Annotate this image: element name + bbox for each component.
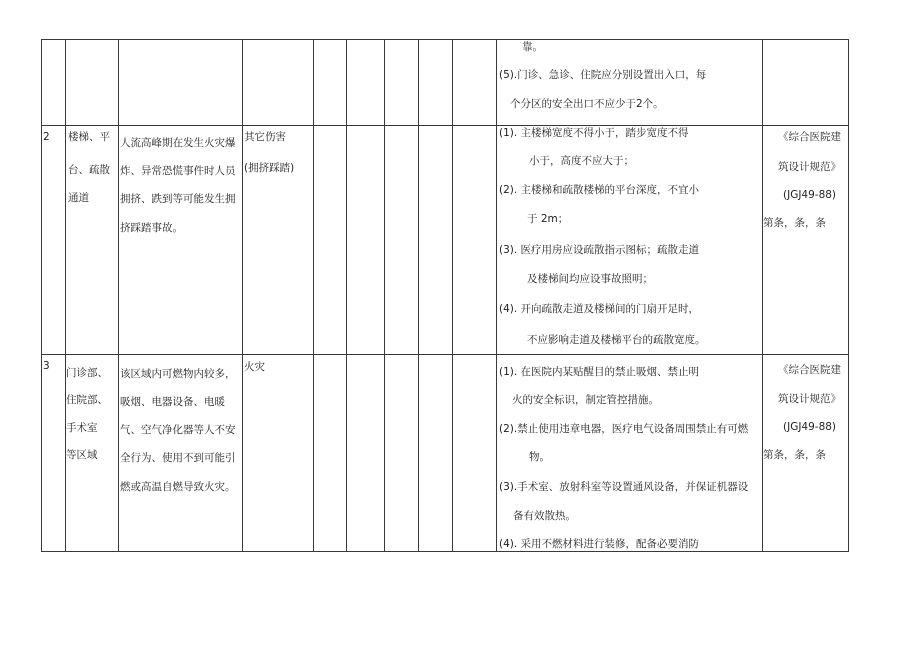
basis-line: 筑设计规范》 [778,161,841,173]
measure-line: 备有效散热。 [513,510,576,522]
table-bottom-border [41,551,849,552]
location-line: 台、疏散 [68,164,110,176]
location-line: 等区域 [66,449,98,461]
row-divider [41,354,849,355]
measure-line: (2). 主楼梯和疏散楼梯的平台深度，不宜小 [499,184,700,196]
col-divider [41,39,42,552]
measure-line: 不应影响走道及楼梯平台的疏散宽度。 [527,334,706,346]
col-divider [418,39,419,552]
measure-line: 于 2m； [527,213,569,225]
location-line: 手术室 [66,422,98,434]
basis-line: 第条，条，条 [763,449,826,461]
basis-line: (JGJ49-88) [783,189,837,201]
cause-line: 炸、异常恐慌事件时人员 [120,165,236,177]
col-divider [313,39,314,552]
measure-line: (2).禁止使用违章电器，医疗电气设备周围禁止有可燃 [499,423,749,435]
col-divider [118,39,119,552]
measure-line: (4). 开向疏散走道及楼梯间的门扇开足时， [499,303,700,315]
col-divider [496,39,497,552]
col-divider [346,39,347,552]
cause-line: 燃或高温自燃导致火灾。 [120,481,236,493]
measure-line: 小于，高度不应大于； [529,155,634,167]
measure-line: (5).门诊、急诊、住院应分别设置出入口，每 [499,69,707,81]
hazard-line: 火灾 [244,361,265,373]
col-divider [242,39,243,552]
measure-line: (1). 主楼梯宽度不得小于，踏步宽度不得 [499,127,689,139]
col-divider [65,39,66,552]
location-line: 通道 [68,192,89,204]
basis-line: (JGJ49-88) [783,421,837,433]
cause-line: 气、空气净化器等人不安 [120,424,236,436]
col-divider [848,39,849,552]
measure-line: 火的安全标识，制定管控措施。 [512,394,659,406]
col-divider [762,39,763,552]
measure-line: (3).手术室、放射科室等设置通风设备，并保证机器设 [499,481,749,493]
cause-line: 挤踩踏事故。 [120,222,183,234]
cause-line: 吸烟、电器设备、电暖 [120,396,225,408]
hazard-line: (拥挤踩踏) [244,162,295,174]
location-line: 门诊部、 [66,367,108,379]
col-divider [452,39,453,552]
measure-line: (4). 采用不燃材料进行装修，配备必要消防 [499,538,700,550]
basis-line: 《综合医院建 [778,131,841,143]
measure-line: 个分区的安全出口不应少于2个。 [510,98,664,110]
row-number: 2 [43,131,50,143]
measure-line: (1). 在医院内某贴醒目的禁止吸烟、禁止明 [499,366,700,378]
hazard-line: 其它伤害 [244,131,286,143]
row-divider [41,125,849,126]
cause-line: 人流高峰期在发生火灾爆 [120,137,236,149]
col-divider [384,39,385,552]
measure-line: (3). 医疗用房应设疏散指示图标；疏散走道 [499,244,700,256]
location-line: 住院部、 [66,394,108,406]
cause-line: 全行为、使用不到可能引 [120,452,236,464]
measure-line: 靠。 [522,41,543,53]
measure-line: 及楼梯间均应设事故照明； [527,273,653,285]
row-number: 3 [43,360,50,372]
basis-line: 第条，条，条 [763,217,826,229]
cause-line: 该区域内可燃物内较多， [120,368,236,380]
location-line: 楼梯、平 [68,131,110,143]
basis-line: 筑设计规范》 [778,393,841,405]
basis-line: 《综合医院建 [778,364,841,376]
cause-line: 拥挤、跌到等可能发生拥 [120,193,236,205]
table-top-border [41,39,849,40]
measure-line: 物。 [529,451,550,463]
